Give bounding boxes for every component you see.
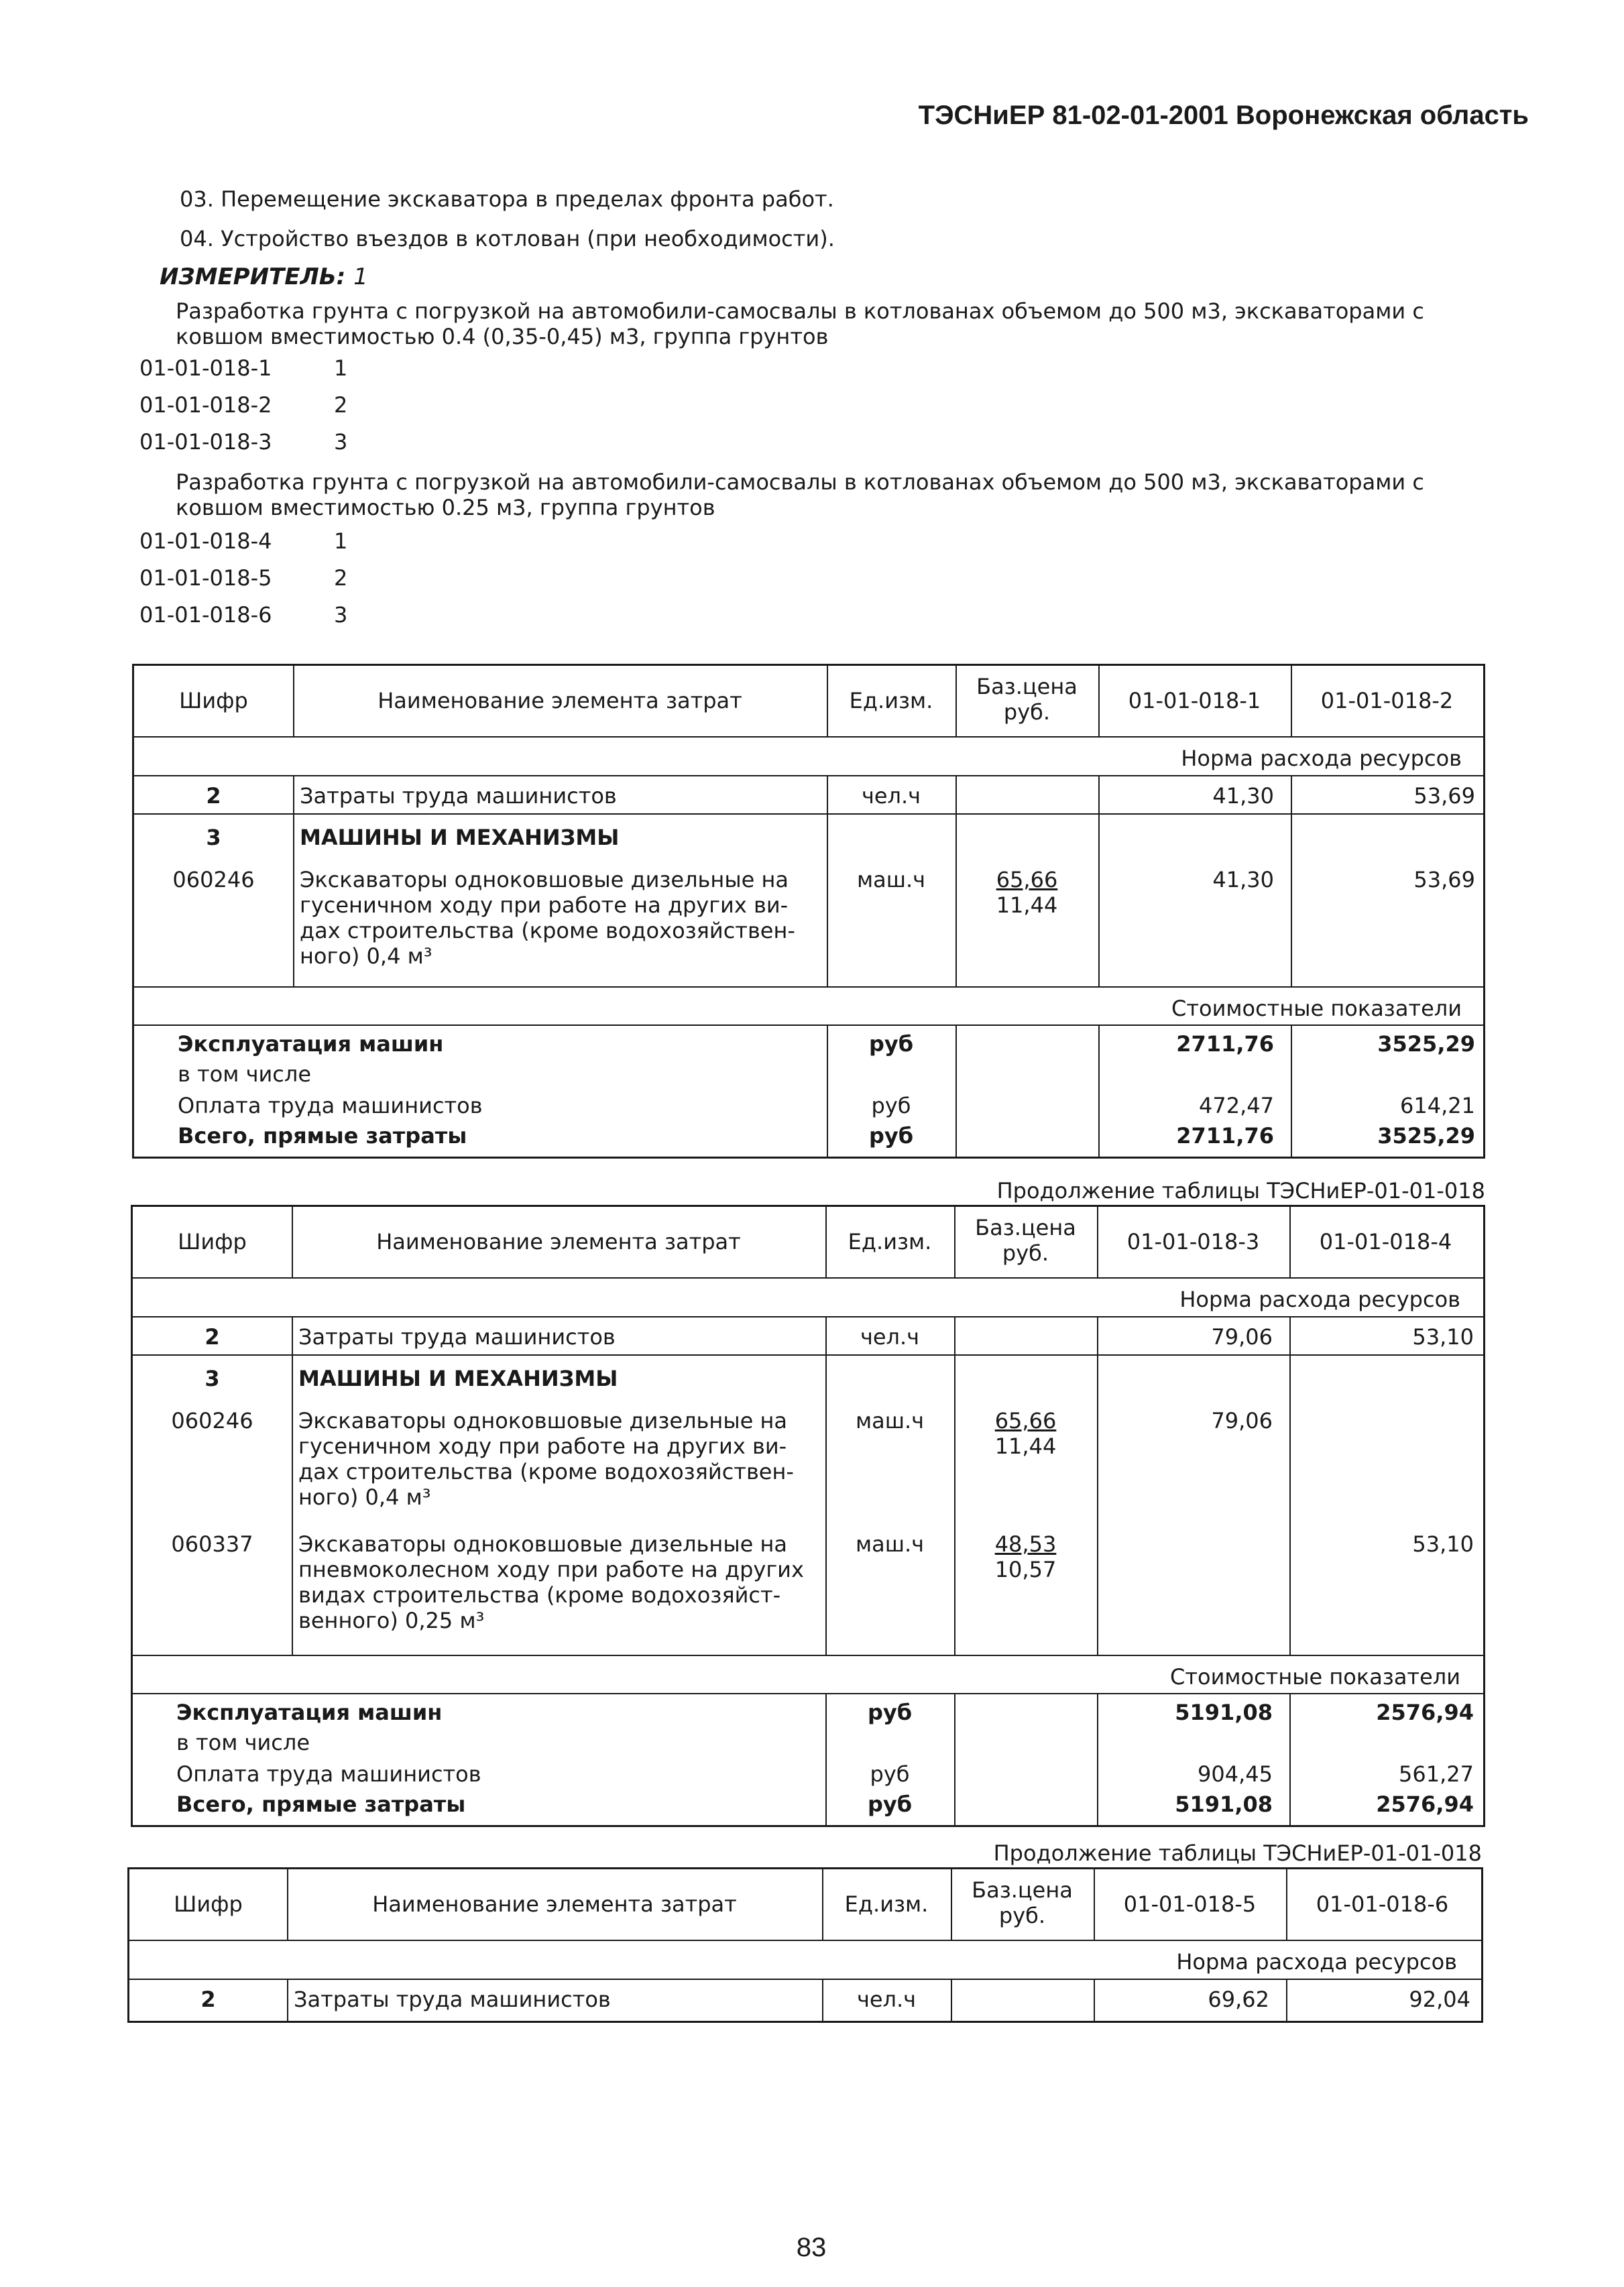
wage-label: Оплата труда машинистов	[178, 1093, 483, 1118]
machine-name	[298, 1408, 821, 1510]
machine-name-line: пневмоколесном ходу при работе на других	[298, 1557, 804, 1582]
machine-name-line: Экскаваторы одноковшовые дизельные на	[300, 867, 789, 892]
soil-group: 2	[334, 565, 348, 591]
resource-table-1	[132, 664, 1485, 1159]
col-price-unit: руб.	[1002, 1240, 1049, 1266]
total-value-2: 3525,29	[1377, 1123, 1475, 1149]
code: 01-01-018-5	[139, 565, 272, 591]
machine-value-2: 53,69	[1413, 867, 1475, 892]
labor-unit: чел.ч	[860, 1324, 920, 1350]
col-code-4: 01-01-018-4	[1319, 1229, 1452, 1254]
code: 01-01-018-2	[139, 392, 272, 418]
machine-name-line: дах строительства (кроме водохозяйствен-	[298, 1459, 794, 1484]
labor-name: Затраты труда машинистов	[294, 1987, 611, 2012]
machine-wage-price: 11,44	[994, 1433, 1057, 1459]
resource-table-3	[127, 1867, 1483, 2023]
labor-name: Затраты труда машинистов	[300, 783, 617, 809]
col-name-header: Наименование элемента затрат	[376, 1229, 741, 1254]
wage-value-4: 561,27	[1399, 1761, 1474, 1787]
soil-group: 3	[334, 429, 348, 455]
machine-name-line: видах строительства (кроме водохозяйст-	[298, 1582, 781, 1608]
machine-name	[298, 1531, 821, 1633]
wage-unit: руб	[871, 1093, 911, 1118]
col-price-unit: руб.	[998, 1903, 1046, 1928]
machines-heading: МАШИНЫ И МЕХАНИЗМЫ	[300, 825, 620, 850]
machine-name-line: Экскаваторы одноковшовые дизельные на	[298, 1531, 787, 1557]
norm-label: Норма расхода ресурсов	[1181, 746, 1462, 771]
exploit-unit: руб	[867, 1700, 913, 1725]
code-row	[139, 355, 348, 381]
wage-value-2: 614,21	[1400, 1093, 1475, 1118]
measure	[160, 263, 368, 290]
document-header: ТЭСНиЕР 81-02-01-2001 Воронежская область	[918, 101, 1529, 130]
machines-code: 3	[205, 1366, 220, 1391]
code-row	[139, 565, 348, 591]
machine-unit: маш.ч	[856, 867, 926, 892]
code: 01-01-018-6	[139, 602, 272, 628]
total-label: Всего, прямые затраты	[176, 1792, 466, 1817]
col-code-2: 01-01-018-2	[1320, 688, 1454, 713]
machine-wage-price: 10,57	[994, 1557, 1057, 1582]
col-cipher-header: Шифр	[179, 688, 248, 713]
wage-unit: руб	[870, 1761, 910, 1787]
machine-name	[300, 867, 823, 969]
col-cipher-header: Шифр	[178, 1229, 247, 1254]
col-name-header: Наименование элемента затрат	[372, 1891, 737, 1917]
code-row	[139, 528, 348, 554]
including-label: в том числе	[176, 1730, 310, 1755]
col-unit-header: Ед.изм.	[844, 1891, 929, 1917]
col-code-3: 01-01-018-3	[1126, 1229, 1260, 1254]
total-value-3: 5191,08	[1175, 1792, 1273, 1817]
col-unit-header: Ед.изм.	[848, 1229, 932, 1254]
labor-unit: чел.ч	[856, 1987, 917, 2012]
continuation-label: Продолжение таблицы ТЭСНиЕР-01-01-018	[996, 1178, 1485, 1204]
machine-name-line: ного) 0,4 м³	[298, 1484, 431, 1510]
exploit-value-3: 5191,08	[1175, 1700, 1273, 1725]
soil-group: 2	[334, 392, 348, 418]
col-code-1: 01-01-018-1	[1128, 688, 1261, 713]
code: 01-01-018-3	[139, 429, 272, 455]
col-name-header: Наименование элемента затрат	[378, 688, 742, 713]
page-number: 83	[796, 2233, 827, 2262]
operation-03: 03. Перемещение экскаватора в пределах фронта работ.	[180, 186, 834, 212]
soil-group: 3	[334, 602, 348, 628]
wage-label: Оплата труда машинистов	[176, 1761, 481, 1787]
resource-table-2	[131, 1205, 1485, 1827]
soil-group: 1	[334, 528, 348, 554]
machine-wage-price: 11,44	[996, 892, 1058, 918]
exploit-value-2: 3525,29	[1377, 1031, 1475, 1057]
norm-label: Норма расхода ресурсов	[1179, 1287, 1460, 1312]
machine-name-line: гусеничном ходу при работе на других ви-	[300, 892, 789, 918]
exploit-value-1: 2711,76	[1176, 1031, 1274, 1057]
machine-name-line: дах строительства (кроме водохозяйствен-	[300, 918, 795, 943]
machine-unit: маш.ч	[855, 1408, 925, 1433]
total-unit: руб	[867, 1792, 913, 1817]
labor-name: Затраты труда машинистов	[298, 1324, 616, 1350]
soil-group: 1	[334, 355, 348, 381]
machine-code: 060337	[171, 1531, 253, 1557]
cost-label: Стоимостные показатели	[1170, 1664, 1460, 1690]
code-row	[139, 392, 348, 418]
machine-name-line: ного) 0,4 м³	[300, 943, 432, 969]
labor-code: 2	[205, 1324, 220, 1350]
exploit-value-4: 2576,94	[1376, 1700, 1474, 1725]
cost-label: Стоимостные показатели	[1171, 996, 1462, 1021]
machine-price: 65,66	[996, 867, 1058, 892]
col-cipher-header: Шифр	[174, 1891, 243, 1917]
machine-value-3: 79,06	[1211, 1408, 1273, 1433]
col-price-header: Баз.цена	[975, 1215, 1076, 1240]
description-025: Разработка грунта с погрузкой на автомобили-самосвалы в котлованах объемом до 500 м3, экскаваторами с ковшом вместимостью 0.25 м3, группа грунтов	[176, 469, 1424, 520]
wage-value-3: 904,45	[1198, 1761, 1273, 1787]
machine-code: 060246	[172, 867, 255, 892]
total-label: Всего, прямые затраты	[178, 1123, 467, 1149]
total-unit: руб	[868, 1123, 914, 1149]
continuation-label: Продолжение таблицы ТЭСНиЕР-01-01-018	[993, 1840, 1482, 1866]
labor-unit: чел.ч	[861, 783, 921, 809]
labor-code: 2	[200, 1987, 216, 2012]
code-row	[139, 602, 348, 628]
labor-value-4: 53,10	[1412, 1324, 1474, 1350]
code: 01-01-018-4	[139, 528, 272, 554]
machines-code: 3	[206, 825, 221, 850]
operation-04: 04. Устройство въездов в котлован (при необходимости).	[180, 226, 835, 251]
labor-value-1: 41,30	[1212, 783, 1274, 809]
machine-price: 48,53	[994, 1531, 1057, 1557]
col-code-5: 01-01-018-5	[1123, 1891, 1257, 1917]
labor-value-3: 79,06	[1211, 1324, 1273, 1350]
labor-value-5: 69,62	[1208, 1987, 1269, 2012]
labor-value-2: 53,69	[1413, 783, 1475, 809]
machine-price: 65,66	[994, 1408, 1057, 1433]
total-value-4: 2576,94	[1376, 1792, 1474, 1817]
labor-value-6: 92,04	[1409, 1987, 1470, 2012]
machine-value-1: 41,30	[1212, 867, 1274, 892]
including-label: в том числе	[178, 1061, 311, 1087]
measure-value: 1	[353, 263, 368, 290]
col-price-header: Баз.цена	[976, 674, 1078, 699]
wage-value-1: 472,47	[1199, 1093, 1274, 1118]
exploit-label: Эксплуатация машин	[178, 1031, 444, 1057]
machine-code: 060246	[171, 1408, 253, 1433]
exploit-unit: руб	[868, 1031, 914, 1057]
machines-heading: МАШИНЫ И МЕХАНИЗМЫ	[298, 1366, 618, 1391]
col-code-6: 01-01-018-6	[1316, 1891, 1449, 1917]
machine-name-line: венного) 0,25 м³	[298, 1608, 485, 1633]
norm-label: Норма расхода ресурсов	[1176, 1949, 1457, 1975]
col-price-header: Баз.цена	[972, 1877, 1073, 1903]
labor-code: 2	[206, 783, 221, 809]
col-unit-header: Ед.изм.	[849, 688, 933, 713]
exploit-label: Эксплуатация машин	[176, 1700, 443, 1725]
total-value-1: 2711,76	[1176, 1123, 1274, 1149]
code: 01-01-018-1	[139, 355, 272, 381]
description-04: Разработка грунта с погрузкой на автомобили-самосвалы в котлованах объемом до 500 м3, экскаваторами с ковшом вместимостью 0.4 (0,35-0,45) м3, группа грунтов	[176, 298, 1424, 349]
machine-unit: маш.ч	[855, 1531, 925, 1557]
machine-value-4: 53,10	[1412, 1531, 1474, 1557]
measure-label: ИЗМЕРИТЕЛЬ:	[160, 263, 346, 290]
machine-name-line: гусеничном ходу при работе на других ви-	[298, 1433, 787, 1459]
code-row	[139, 429, 348, 455]
machine-name-line: Экскаваторы одноковшовые дизельные на	[298, 1408, 787, 1433]
col-price-unit: руб.	[1003, 699, 1051, 725]
